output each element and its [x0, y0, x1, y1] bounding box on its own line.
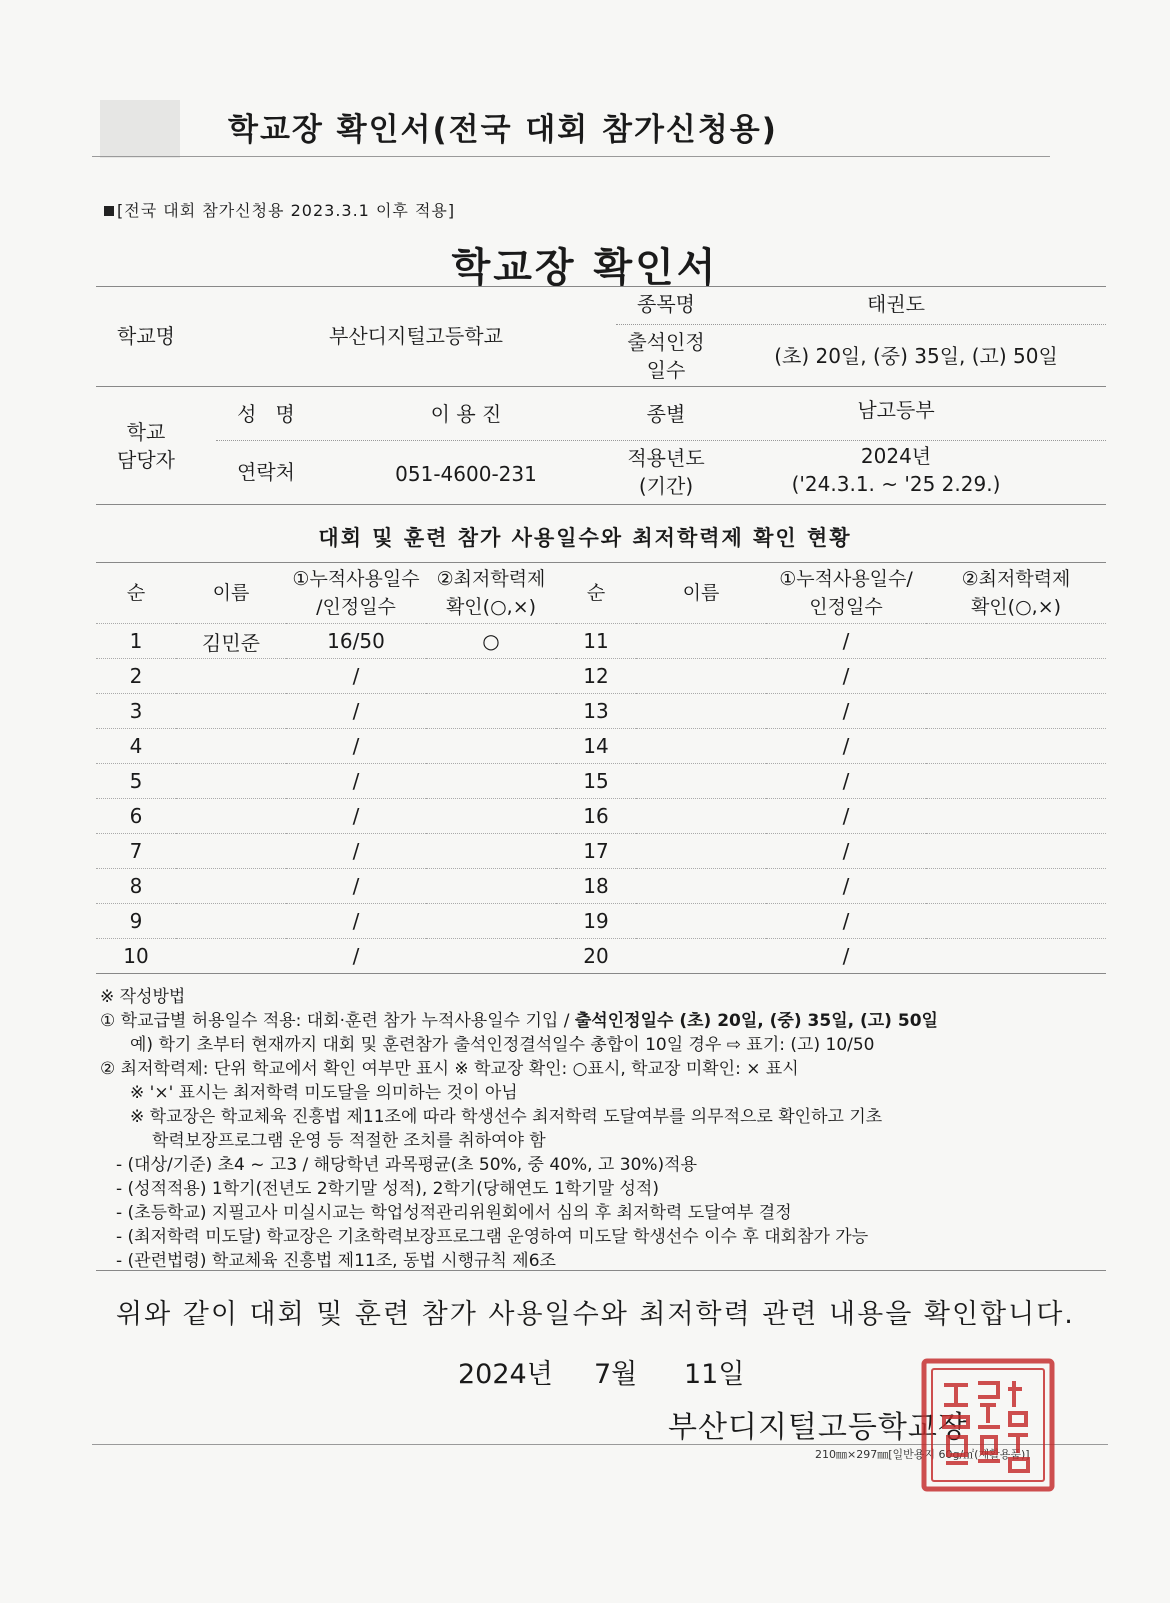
- row-name: [636, 764, 766, 799]
- row-days: /: [286, 729, 426, 764]
- row-days: /: [286, 869, 426, 904]
- row-check: [926, 869, 1106, 904]
- row-no: 2: [96, 659, 176, 694]
- row-check: ○: [426, 624, 556, 659]
- row-check: [926, 729, 1106, 764]
- row-no: 3: [96, 694, 176, 729]
- header-days: ①누적사용일수/ 인정일수: [766, 563, 926, 624]
- row-check: [426, 834, 556, 869]
- subheading-text: [전국 대회 참가신청용 2023.3.1 이후 적용]: [117, 201, 456, 220]
- row-no: 12: [556, 659, 636, 694]
- row-name: 김민준: [176, 624, 286, 659]
- manager-label-line2: 담당자: [117, 448, 175, 472]
- row-name: [176, 764, 286, 799]
- row-days: /: [766, 799, 926, 834]
- note-2: ② 최저학력제: 단위 학교에서 확인 여부만 표시 ※ 학교장 확인: ○표시, 학교장 미확인: × 표시: [100, 1059, 799, 1079]
- header-name: 이름: [636, 563, 766, 624]
- date-day: 11일: [684, 1359, 745, 1390]
- table-row: [96, 799, 1106, 834]
- row-no: 6: [96, 799, 176, 834]
- info-top-border: [96, 286, 1106, 287]
- row-check: [926, 904, 1106, 939]
- school-principal-signature: 부산디지털고등학교장: [668, 1410, 968, 1445]
- row-name: [176, 799, 286, 834]
- row-days: /: [286, 764, 426, 799]
- status-table-body: [96, 624, 1106, 974]
- row-check: [926, 799, 1106, 834]
- row-name: [176, 729, 286, 764]
- row-check: [426, 799, 556, 834]
- row-days: /: [286, 799, 426, 834]
- row-no: 19: [556, 904, 636, 939]
- attendance-value: (초) 20일, (중) 35일, (고) 50일: [774, 344, 1058, 368]
- row-days: /: [766, 694, 926, 729]
- row-name: [636, 834, 766, 869]
- row-no: 1: [96, 624, 176, 659]
- header-name: 이름: [176, 563, 286, 624]
- row-name: [636, 624, 766, 659]
- title-divider: [92, 156, 1050, 157]
- row-name: [636, 729, 766, 764]
- row-check: [426, 904, 556, 939]
- event-value: 태권도: [867, 292, 925, 316]
- row-name: [176, 904, 286, 939]
- info-mid-border: [96, 386, 1106, 387]
- row-name: [176, 939, 286, 974]
- header-check: ②최저학력제 확인(○,×): [426, 563, 556, 624]
- table-row: [96, 764, 1106, 799]
- row-no: 11: [556, 624, 636, 659]
- row-check: [926, 939, 1106, 974]
- table-row: [96, 904, 1106, 939]
- school-name-label: 학교명: [117, 324, 175, 348]
- row-no: 20: [556, 939, 636, 974]
- row-days: /: [286, 939, 426, 974]
- row-check: [426, 659, 556, 694]
- row-days: /: [286, 834, 426, 869]
- info-bottom-border: [96, 504, 1106, 505]
- year-label-line1: 적용년도: [627, 446, 705, 470]
- date-month: 7월: [594, 1359, 638, 1390]
- row-name: [636, 659, 766, 694]
- note-detail: - (최저학력 미도달) 학교장은 기초학력보장프로그램 운영하여 미도달 학생선수 이수 후 대회참가 가능: [116, 1227, 869, 1247]
- row-no: 13: [556, 694, 636, 729]
- note-detail: - (대상/기준) 초4 ~ 고3 / 해당학년 과목평균(초 50%, 중 40%, 고 30%)적용: [116, 1155, 698, 1175]
- table-row: [96, 624, 1106, 659]
- row-no: 7: [96, 834, 176, 869]
- row-check: [426, 694, 556, 729]
- square-bullet-icon: [104, 206, 114, 216]
- document-title: 학교장 확인서(전국 대회 참가신청용): [228, 112, 778, 148]
- note-2-sub-2: ※ 학교장은 학교체육 진흥법 제11조에 따라 학생선수 최저학력 도달여부를 의무적으로 확인하고 기초: [130, 1107, 883, 1127]
- header-no: 순: [556, 563, 636, 624]
- row-check: [926, 764, 1106, 799]
- school-seal-stamp: [918, 1355, 1058, 1495]
- row-no: 16: [556, 799, 636, 834]
- header-no: 순: [96, 563, 176, 624]
- year-label-line2: (기간): [638, 474, 694, 498]
- attendance-label-line2: 일수: [646, 358, 686, 382]
- contact-label: 연락처: [237, 460, 295, 484]
- row-no: 5: [96, 764, 176, 799]
- row-name: [176, 869, 286, 904]
- info-block: [96, 290, 1106, 512]
- manager-label-line1: 학교: [126, 420, 166, 444]
- date-year: 2024년: [458, 1359, 553, 1390]
- row-days: /: [766, 624, 926, 659]
- info-divider: [216, 440, 1106, 441]
- row-check: [426, 939, 556, 974]
- row-no: 17: [556, 834, 636, 869]
- paper-size-note: 210㎜×297㎜[일반용지 60g/㎡(재활용품)]: [815, 1448, 1030, 1461]
- row-no: 10: [96, 939, 176, 974]
- row-check: [426, 729, 556, 764]
- attendance-label-line1: 출석인정: [627, 330, 705, 354]
- main-title: 학교장 확인서: [451, 245, 719, 291]
- row-days: /: [766, 939, 926, 974]
- year-value: 2024년: [860, 444, 932, 468]
- row-days: /: [286, 659, 426, 694]
- row-days: /: [766, 834, 926, 869]
- row-days: /: [766, 659, 926, 694]
- person-name-value: 이 용 진: [430, 402, 502, 426]
- note-detail: - (초등학교) 지필고사 미실시교는 학업성적관리위원회에서 심의 후 최저학력 도달여부 결정: [116, 1203, 792, 1223]
- row-no: 18: [556, 869, 636, 904]
- row-check: [926, 624, 1106, 659]
- row-days: /: [766, 764, 926, 799]
- division-value: 남고등부: [857, 398, 935, 422]
- table-row: [96, 939, 1106, 974]
- header-check: ②최저학력제 확인(○,×): [926, 563, 1106, 624]
- note-detail: - (관련법령) 학교체육 진흥법 제11조, 동법 시행규칙 제6조: [116, 1251, 556, 1271]
- person-name-label: 성 명: [237, 402, 295, 426]
- row-no: 15: [556, 764, 636, 799]
- note-2-sub-2-cont: 학력보장프로그램 운영 등 적절한 조치를 취하여야 함: [152, 1131, 546, 1151]
- contact-value: 051-4600-231: [395, 462, 537, 486]
- scan-smudge: [100, 100, 180, 158]
- table-row: [96, 694, 1106, 729]
- info-divider: [616, 324, 1106, 325]
- row-name: [636, 869, 766, 904]
- row-check: [926, 694, 1106, 729]
- school-name-value: 부산디지털고등학교: [329, 324, 503, 348]
- event-label: 종목명: [637, 292, 695, 316]
- note-detail: - (성적적용) 1학기(전년도 2학기말 성적), 2학기(당해연도 1학기말 성적): [116, 1179, 659, 1199]
- notes-heading: ※ 작성방법: [100, 987, 186, 1007]
- row-no: 8: [96, 869, 176, 904]
- status-table: [96, 562, 1106, 974]
- row-days: /: [766, 729, 926, 764]
- table-row: [96, 869, 1106, 904]
- status-section-title: 대회 및 훈련 참가 사용일수와 최저학력제 확인 현황: [318, 526, 852, 550]
- row-check: [426, 764, 556, 799]
- row-name: [176, 694, 286, 729]
- row-days: /: [286, 694, 426, 729]
- table-row: [96, 834, 1106, 869]
- note-2-sub-1: ※ '×' 표시는 최저학력 미도달을 의미하는 것이 아님: [130, 1083, 518, 1103]
- row-name: [636, 904, 766, 939]
- note-1-example: 예) 학기 초부터 현재까지 대회 및 훈련참가 출석인정결석일수 총합이 10일 경우 ⇨ 표기: (고) 10/50: [130, 1035, 875, 1055]
- note-1: ① 학교급별 허용일수 적용: 대회·훈련 참가 누적사용일수 기입 / 출석인정일수 (초) 20일, (중) 35일, (고) 50일: [100, 1011, 938, 1031]
- row-name: [176, 659, 286, 694]
- header-days: ①누적사용일수 /인정일수: [286, 563, 426, 624]
- row-check: [426, 869, 556, 904]
- row-no: 4: [96, 729, 176, 764]
- subheading: [104, 198, 455, 221]
- row-name: [636, 799, 766, 834]
- table-row: [96, 659, 1106, 694]
- row-name: [636, 694, 766, 729]
- row-no: 14: [556, 729, 636, 764]
- row-days: 16/50: [286, 624, 426, 659]
- row-days: /: [286, 904, 426, 939]
- row-days: /: [766, 869, 926, 904]
- period-value: ('24.3.1. ~ '25 2.29.): [791, 472, 1001, 496]
- status-table-header: [96, 563, 1106, 624]
- row-days: /: [766, 904, 926, 939]
- row-check: [926, 659, 1106, 694]
- row-name: [636, 939, 766, 974]
- division-label: 종별: [646, 402, 686, 426]
- row-name: [176, 834, 286, 869]
- row-check: [926, 834, 1106, 869]
- notes-section: [100, 985, 1110, 1273]
- row-no: 9: [96, 904, 176, 939]
- table-row: [96, 729, 1106, 764]
- confirmation-statement: 위와 같이 대회 및 훈련 참가 사용일수와 최저학력 관련 내용을 확인합니다.: [116, 1299, 1075, 1330]
- notes-divider: [96, 1270, 1106, 1271]
